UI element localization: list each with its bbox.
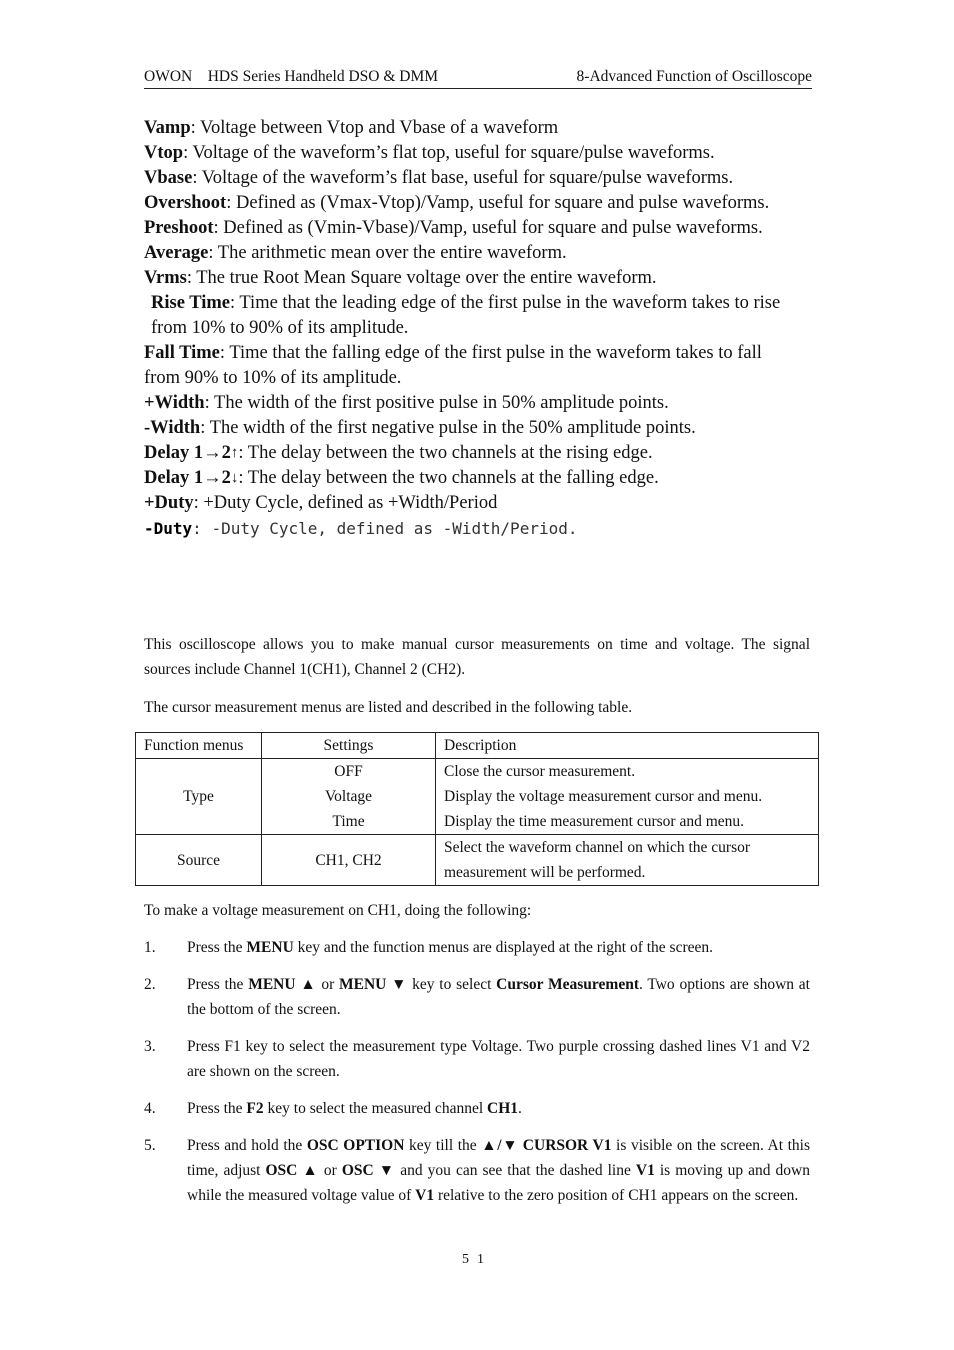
header-left: OWON HDS Series Handheld DSO & DMM: [144, 68, 439, 85]
table-header-row: [136, 733, 819, 759]
header-settings: Settings: [262, 733, 436, 759]
definition-delay-falling: Delay 1→2↓: The delay between the two channels at the falling edge.: [144, 466, 814, 491]
definition-rise-time: Rise Time: Time that the leading edge of the first pulse in the waveform takes to rise: [151, 293, 781, 313]
setting-off: OFF: [334, 763, 363, 780]
header-description: Description: [436, 733, 819, 759]
falling-edge-icon: ↓: [230, 470, 239, 486]
measurement-definitions: [144, 116, 814, 541]
definition-minus-width: -Width: The width of the first negative pulse in the 50% amplitude points.: [144, 418, 696, 438]
definition-vbase: Vbase: Voltage of the waveform’s flat base, useful for square/pulse waveforms.: [144, 168, 734, 188]
list-item: 5. Press and hold the OSC OPTION key till the ▲/▼ CURSOR V1 is visible on the screen. At this time, adjust OSC ▲ or OSC ▼ and you can see that the dashed line V1 is moving up and down while the measured voltage value of V1 relative to the zero position of CH1 appears on the screen.: [144, 1137, 810, 1204]
header-function-menus: Function menus: [136, 733, 262, 759]
definition-fall-time-cont: from 90% to 10% of its amplitude.: [144, 368, 402, 388]
definition-plus-duty: +Duty: +Duty Cycle, defined as +Width/Period: [144, 493, 498, 513]
page-header: [144, 68, 812, 89]
source-label: Source: [136, 835, 262, 886]
setting-time: Time: [332, 813, 365, 830]
source-setting: CH1, CH2: [262, 835, 436, 886]
list-item: 2. Press the MENU ▲ or MENU ▼ key to select Cursor Measurement. Two options are shown at the bottom of the screen.: [144, 976, 810, 1018]
cursor-intro-paragraph: This oscilloscope allows you to make manual cursor measurements on time and voltage. The signal sources include Channel 1(CH1), Channel 2 (CH2).: [144, 636, 810, 678]
definition-vrms: Vrms: The true Root Mean Square voltage over the entire waveform.: [144, 268, 657, 288]
definition-fall-time: Fall Time: Time that the falling edge of the first pulse in the waveform takes to fall: [144, 343, 762, 363]
header-right: 8-Advanced Function of Oscilloscope: [576, 68, 812, 85]
definition-minus-duty: -Duty: -Duty Cycle, defined as -Width/Period.: [144, 519, 578, 538]
definition-preshoot: Preshoot: Defined as (Vmin-Vbase)/Vamp, useful for square and pulse waveforms.: [144, 218, 763, 238]
definition-vamp: Vamp: Voltage between Vtop and Vbase of a waveform: [144, 118, 559, 138]
rising-edge-icon: ↑: [230, 445, 239, 461]
type-label: Type: [136, 759, 262, 835]
page-number: 51: [462, 1252, 492, 1267]
table-row-type: [136, 759, 819, 835]
table-row-source: [136, 835, 819, 886]
definition-plus-width: +Width: The width of the first positive pulse in 50% amplitude points.: [144, 393, 669, 413]
description-off: Close the cursor measurement.: [444, 763, 636, 780]
source-description-line1: Select the waveform channel on which the cursor: [444, 839, 751, 856]
cursor-menu-table: [135, 732, 819, 886]
table-intro-paragraph: The cursor measurement menus are listed and described in the following table.: [144, 699, 633, 716]
definition-rise-time-cont: from 10% to 90% of its amplitude.: [151, 318, 409, 338]
description-time: Display the time measurement cursor and menu.: [444, 813, 745, 830]
setting-voltage: Voltage: [324, 788, 373, 805]
list-item: 1. Press the MENU key and the function menus are displayed at the right of the screen.: [144, 939, 714, 956]
list-item: 4. Press the F2 key to select the measured channel CH1.: [144, 1100, 522, 1117]
source-description-line2: measurement will be performed.: [444, 864, 646, 881]
definition-delay-rising: Delay 1→2↑: The delay between the two channels at the rising edge.: [144, 441, 814, 466]
list-item: 3. Press F1 key to select the measurement type Voltage. Two purple crossing dashed lines V1 and V2 are shown on the screen.: [144, 1038, 810, 1080]
steps-list: [144, 935, 810, 1220]
definition-vtop: Vtop: Voltage of the waveform’s flat top, useful for square/pulse waveforms.: [144, 143, 715, 163]
steps-intro-paragraph: To make a voltage measurement on CH1, doing the following:: [144, 902, 532, 919]
definition-average: Average: The arithmetic mean over the entire waveform.: [144, 243, 567, 263]
definition-overshoot: Overshoot: Defined as (Vmax-Vtop)/Vamp, useful for square and pulse waveforms.: [144, 193, 770, 213]
description-voltage: Display the voltage measurement cursor and menu.: [444, 788, 763, 805]
